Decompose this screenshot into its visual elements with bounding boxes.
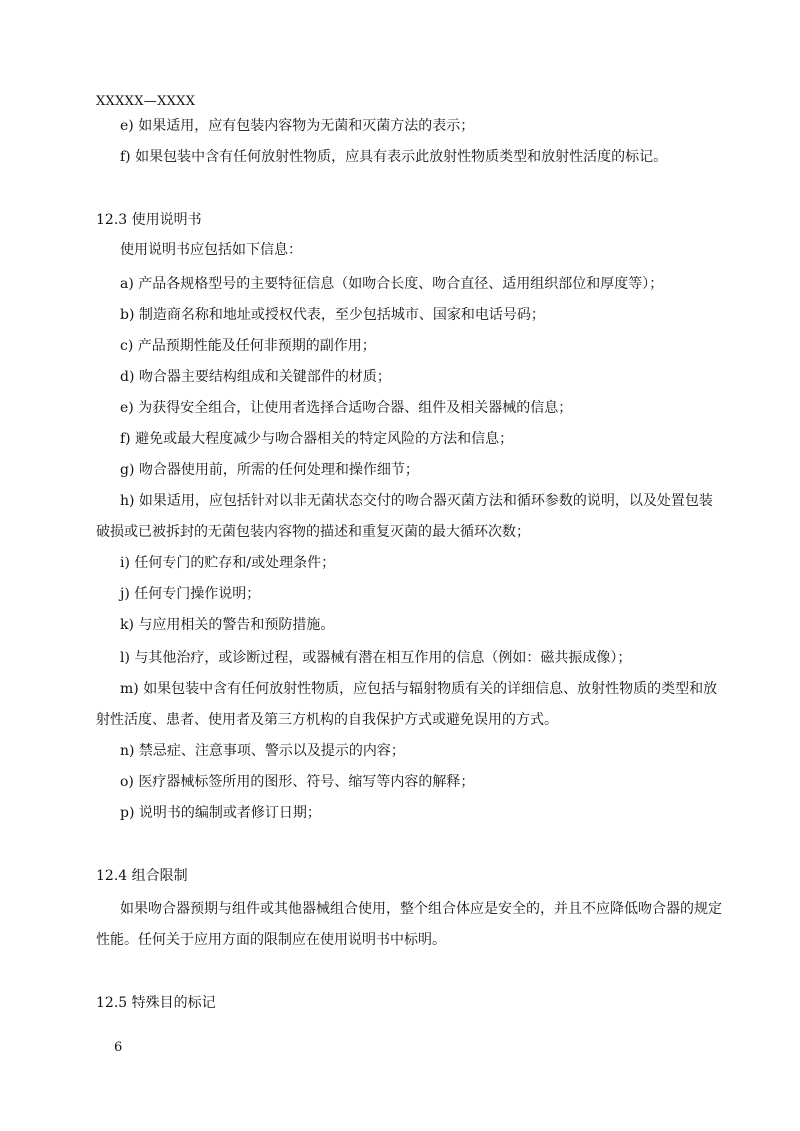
paragraph-line: 如果吻合器预期与组件或其他器械组合使用，整个组合体应是安全的，并且不应降低吻合器的规定 (120, 901, 722, 917)
list-item: g) 吻合器使用前，所需的任何处理和操作细节； (120, 462, 419, 478)
list-item: h) 如果适用，应包括针对以非无菌状态交付的吻合器灭菌方法和循环参数的说明，以及处置包装 (120, 493, 713, 509)
section-title-12-3: 12.3 使用说明书 (96, 212, 202, 228)
list-item: o) 医疗器械标签所用的图形、符号、缩写等内容的解释； (120, 774, 475, 790)
list-item: i) 任何专门的贮存和/或处理条件； (120, 555, 336, 571)
list-item: e) 如果适用，应有包装内容物为无菌和灭菌方法的表示； (120, 118, 475, 134)
list-item: b) 制造商名称和地址或授权代表，至少包括城市、国家和电话号码； (120, 307, 545, 323)
list-item: j) 任何专门操作说明； (120, 586, 261, 602)
list-item-continuation: 射性活度、患者、使用者及第三方机构的自我保护方式或避免误用的方式。 (96, 712, 558, 728)
page-number: 6 (114, 1040, 123, 1055)
list-item: n) 禁忌症、注意事项、警示以及提示的内容； (120, 743, 405, 759)
list-item: k) 与应用相关的警告和预防措施。 (120, 617, 335, 633)
list-item-continuation: 破损或已被拆封的无菌包装内容物的描述和重复灭菌的最大循环次数； (96, 524, 530, 540)
list-item: l) 与其他治疗，或诊断过程，或器械有潜在相互作用的信息（例如：磁共振成像）； (120, 650, 632, 666)
list-item: f) 避免或最大程度减少与吻合器相关的特定风险的方法和信息； (120, 431, 514, 447)
list-item: d) 吻合器主要结构组成和关键部件的材质； (120, 369, 391, 385)
list-item: p) 说明书的编制或者修订日期； (120, 805, 321, 821)
list-item: c) 产品预期性能及任何非预期的副作用； (120, 338, 376, 354)
list-item: e) 为获得安全组合，让使用者选择合适吻合器、组件及相关器械的信息； (120, 400, 573, 416)
paragraph-line: 性能。任何关于应用方面的限制应在使用说明书中标明。 (96, 932, 446, 948)
document-code: XXXXX—XXXX (96, 94, 196, 109)
list-item: f) 如果包装中含有任何放射性物质，应具有表示此放射性物质类型和放射性活度的标记。 (120, 149, 668, 165)
section-intro: 使用说明书应包括如下信息： (120, 242, 302, 258)
section-title-12-5: 12.5 特殊目的标记 (96, 995, 216, 1011)
section-title-12-4: 12.4 组合限制 (96, 868, 188, 884)
list-item: a) 产品各规格型号的主要特征信息（如吻合长度、吻合直径、适用组织部位和厚度等）； (120, 276, 664, 292)
list-item: m) 如果包装中含有任何放射性物质，应包括与辐射物质有关的详细信息、放射性物质的类型和放 (120, 681, 718, 697)
